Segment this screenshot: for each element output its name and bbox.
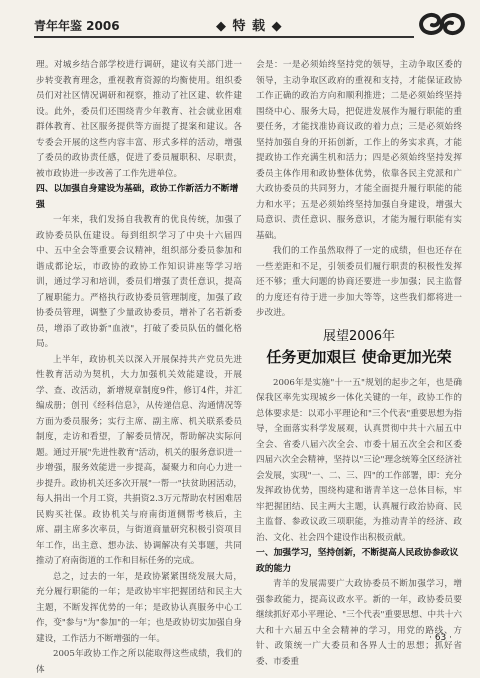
yearbook-title: 青年年鉴 2006 xyxy=(34,19,120,33)
section-title-line1: 展望2006年 xyxy=(322,328,396,344)
page-number: · 63 · xyxy=(429,633,452,643)
paragraph: 一年来，我们发扬自我教育的优良传统，加强了政协委员队伍建设。每到组织学习了中央十六届四中、五中全会等重要会议精神，组织部分委员参加和谐成都论坛，市政协的政协工作知识讲座等学习培训，通过学习和培训，委员们增强了责任意识，提高了履职能力。严格执行政协委员管理制度，加强了政协委员管理，调整了少量政协委员，增补了名若新委员，增添了政协新"血液"，打破了委员队伍的僵化格局。 xyxy=(36,215,242,349)
paragraph: 我们的工作虽然取得了一定的成绩，但也还存在一些差距和不足，引领委员们履行职责的积极性发挥还不够；重大问题的协商还要进一步加强；民主监督的力度还有待于进一步加大等等，这些我们都将进一步改进。 xyxy=(256,246,462,318)
section-heading: 四、以加强自身建设为基础，政协工作新活力不断增强 xyxy=(36,184,239,210)
paragraph: 理。对城乡结合部学校进行调研，建议有关部门进一步转变教育理念，重视教育资源的均衡使用。组织委员们对社区情况调研和视察，推动了社区建、软件建设。此外，委员们还围绕青少年教育、社会就业困难群体教育、社区服务提供等方面提了提案和建议。各专委会开展的这些内容丰富、形式多样的活动，增强了委员的政协责任感，促进了委员履职积、尽职责，被市政协进一步改善了工作先进单位。 xyxy=(36,60,242,179)
paragraph: 2005年政协工作之所以能取得这些成绩，我们的体 xyxy=(36,649,242,675)
section-title-block xyxy=(256,328,462,368)
swirl-logo-icon xyxy=(416,6,468,42)
section-heading: 一、加强学习，坚持创新，不断提高人民政协参政议政的能力 xyxy=(256,548,459,574)
column-title: ◆ 特 载 ◆ xyxy=(216,19,283,34)
paragraph: 上半年，政协机关以深入开展保持共产党员先进性教育活动为契机，大力加强机关效能建设，开展学、查、改活动，新增规章制度9件，修订4件，并汇编成册；创刊《经科信息》，从传递信息、沟通情况等方面为委员服务；实行主席、副主席、机关联系委员制度，走访和看望，了解委员情况，帮助解决实际问题。通过开展"先进性教育"活动，机关的服务意识进一步增强，服务效能进一步提高，凝聚力和向心力进一步提升。政协机关还多次开展"一帮一"扶贫助困活动，每人捐出一个月工资，共捐资2.3万元帮助农村困难居民购买社保。政协机关与府南街道侧帮考核后，主席、副主席多次率员，与街道商量研究积极引资项目年工作，出主意、想办法、协调解决有关事题，共同推动了府南街道的工作和目标任务的完成。 xyxy=(36,354,242,566)
paragraph: 总之，过去的一年，是政协紧紧围绕发展大局，充分履行职能的一年；是政协牢牢把握团结和民主大主题，不断发挥优势的一年；是政协认真服务中心工作，变"参与"为"参加"的一年；也是政协切实加强自身建设，工作活力不断增强的一年。 xyxy=(36,571,242,644)
paragraph: 会是：一是必须始终坚持党的领导，主动争取区委的领导，主动争取区政府的重视和支持，才能保证政协工作正确的政治方向和顺利推进；二是必须始终坚持围绕中心、服务大局，把促进发展作为履行职能的重要任务，才能找准协商议政的着力点；三是必须始终坚持加强自身的开拓创新，工作上的务实求真，才能提政协工作充满生机和活力；四是必须始终坚持发挥委员主体作用和政协整体优势，依靠各民主党派和广大政协委员的共同努力，才能全面提升履行职能的能力和水平；五是必须始终坚持加强自身建设，增强大局意识、责任意识、服务意识，才能为履行职能有实基础。 xyxy=(256,60,462,241)
header-rule xyxy=(34,36,414,38)
paragraph: 2006年是实施"十一五"规划的起步之年，也是确保我区率先实现城乡一体化关键的一年，政协工作的总体要求是：以邓小平理论和"三个代表"重要思想为指导，全面落实科学发展观，认真贯彻中共十六届五中全会、省委八届六次全会、市委十届五次全会和区委四届六次全会精神，坚持以"三论"理念统筹全区经济社会发展，实现"一、二、三、四"的工作部署，即：充分发挥政协优势，围绕构建和谐青羊这一总体目标，牢牢把握团结、民主两大主题，认真履行政治协商、民主监督、参政议政三项职能，为推动青羊的经济、政治、文化、社会四个建设作出积极贡献。 xyxy=(256,377,462,543)
section-title-line2: 任务更加艰巨 使命更加光荣 xyxy=(266,347,452,366)
page-header xyxy=(0,0,480,44)
left-column xyxy=(36,58,242,678)
paragraph: 青羊的发展需要广大政协委员不断加强学习，增强参政能力，提高议政水平。新的一年，政协委员要继续抓好邓小平理论、"三个代表"重要思想、中共十六大和十六届五中全会精神的学习，用党的路线、方针、政策统一广大委员和各界人士的思想；抓好省委、市委重 xyxy=(256,579,462,667)
right-column xyxy=(256,58,462,670)
